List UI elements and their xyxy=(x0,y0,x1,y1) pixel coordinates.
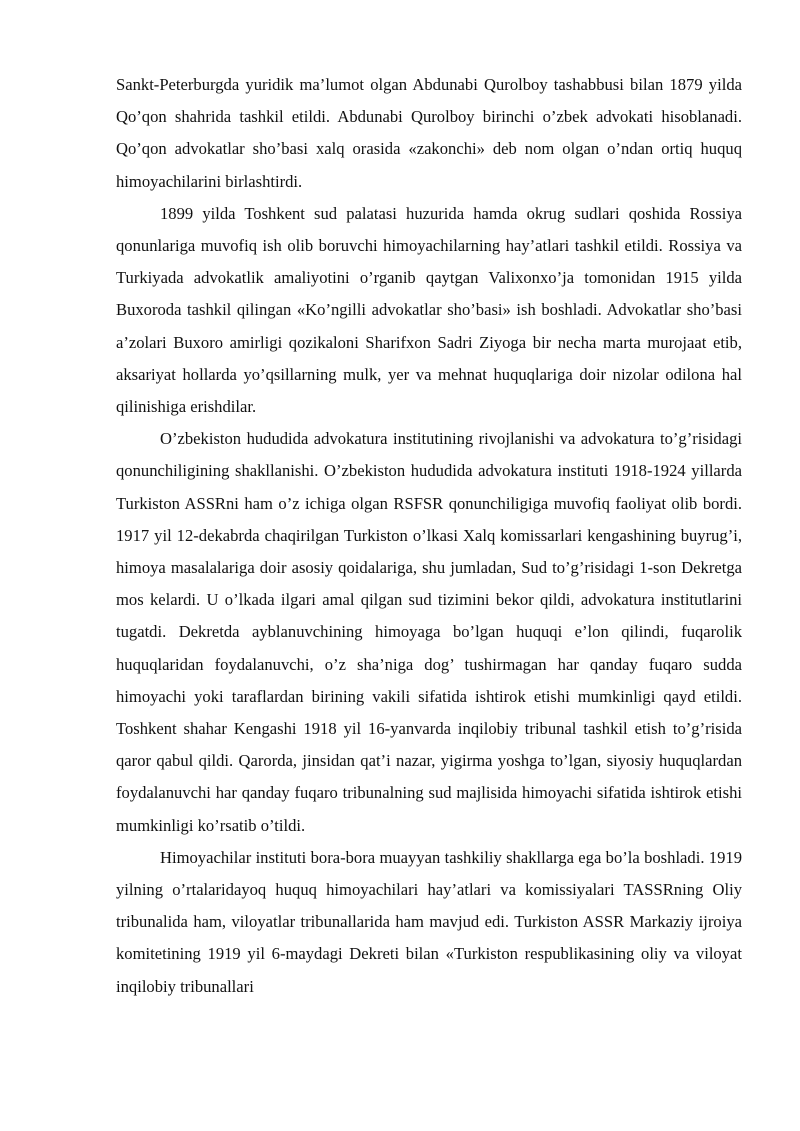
paragraph-3: O’zbekiston hududida advokatura institutining rivojlanishi va advokatura to’g’risidagi qonunchiligining shakllanishi. O’zbekiston hududida advokatura instituti 1918-1924 yillarda Turkiston ASSRni ham o’z ichiga olgan RSFSR qonunchiligiga muvofiq faoliyat olib bordi. 1917 yil 12-dekabrda chaqirilgan Turkiston o’lkasi Xalq komissarlari kengashining buyrug’i, himoya masalalariga doir asosiy qoidalariga, shu jumladan, Sud to’g’risidagi 1-son Dekretga mos kelardi. U o’lkada ilgari amal qilgan sud tizimini bekor qildi, advokatura institutlarini tugatdi. Dekretda ayblanuvchining himoyaga bo’lgan huquqi e’lon qilindi, fuqarolik huquqlaridan foydalanuvchi, o’z sha’niga dog’ tushirmagan har qanday fuqaro sudda himoyachi yoki taraflardan birining vakili sifatida ishtirok etishi mumkinligi qayd etildi. Toshkent shahar Kengashi 1918 yil 16-yanvarda inqilobiy tribunal tashkil etish to’g’risida qaror qabul qildi. Qarorda, jinsidan qat’i nazar, yigirma yoshga to’lgan, siyosiy huquqlardan foydalanuvchi har qanday fuqaro tribunalning sud majlisida himoyachi sifatida ishtirok etishi mumkinligi ko’rsatib o’tildi. xyxy=(116,429,742,835)
document-page xyxy=(116,69,742,1003)
paragraph-1: Sankt-Peterburgda yuridik ma’lumot olgan Abdunabi Qurolboy tashabbusi bilan 1879 yilda Qo’qon shahrida tashkil etildi. Abdunabi Qurolboy birinchi o’zbek advokati hisoblanadi. Qo’qon advokatlar sho’basi xalq orasida «zakonchi» deb nom olgan o’ndan ortiq huquq himoyachilarini birlashtirdi. xyxy=(116,75,742,191)
paragraph-2: 1899 yilda Toshkent sud palatasi huzurida hamda okrug sudlari qoshida Rossiya qonunlariga muvofiq ish olib boruvchi himoyachilarning hay’atlari tashkil etildi. Rossiya va Turkiyada advokatlik amaliyotini o’rganib qaytgan Valixonxo’ja tomonidan 1915 yilda Buxoroda tashkil qilingan «Ko’ngilli advokatlar sho’basi» ish boshladi. Advokatlar sho’basi a’zolari Buxoro amirligi qozikaloni Sharifxon Sadri Ziyoga bir necha marta murojaat etib, aksariyat hollarda yo’qsillarning mulk, yer va mehnat huquqlariga doir nizolar odilona hal qilinishiga erishdilar. xyxy=(116,203,742,417)
paragraph-4: Himoyachilar instituti bora-bora muayyan tashkiliy shakllarga ega bo’la boshladi. 1919 yilning o’rtalaridayoq huquq himoyachilari hay’atlari va komissiyalari TASSRning Oliy tribunalida ham, viloyatlar tribunallarida ham mavjud edi. Turkiston ASSR Markaziy ijroiya komitetining 1919 yil 6-maydagi Dekreti bilan «Turkiston respublikasining oliy va viloyat inqilobiy tribunallari xyxy=(116,847,742,996)
